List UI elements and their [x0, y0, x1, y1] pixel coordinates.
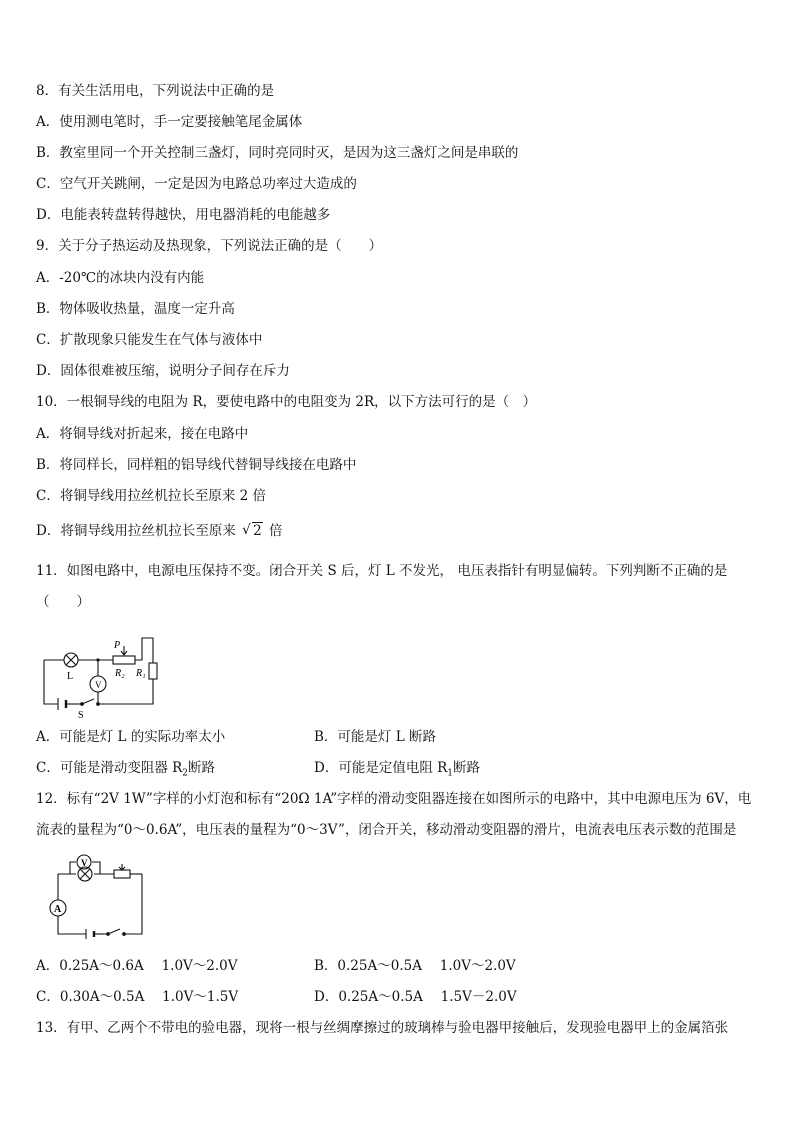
q12-stem-line1: 12．标有“2V 1W”字样的小灯泡和标有“20Ω 1A”字样的滑动变阻器连接在如图所示的电路中，其中电源电压为 6V，电 — [36, 791, 752, 807]
sqrt-symbol — [242, 522, 263, 540]
wire-right — [124, 874, 142, 934]
q11-option-d-suffix: 断路 — [453, 760, 481, 776]
q11-option-b: B．可能是灯 L 断路 — [314, 729, 436, 745]
q10-option-a: A．将铜导线对折起来，接在电路中 — [36, 426, 249, 442]
wire-left-lower — [58, 916, 86, 934]
lamp-cross — [66, 655, 76, 665]
q9-option-b: B．物体吸收热量，温度一定升高 — [36, 301, 235, 317]
q9-option-a: A．-20℃的冰块内没有内能 — [36, 270, 205, 286]
q12-circuit-diagram — [40, 854, 150, 940]
q11-option-c-sub: 2 — [182, 768, 189, 779]
label-a: A — [54, 904, 62, 915]
q9-option-d: D．固体很难被压缩，说明分子间存在斥力 — [36, 363, 290, 379]
label-s: S — [78, 710, 84, 720]
resistor-r1 — [149, 663, 157, 679]
q12-option-a: A．0.25A～0.6A 1.0V～2.0V — [36, 958, 238, 974]
q10-option-d-prefix: D．将铜导线用拉丝机拉长至原来 — [36, 523, 236, 539]
q11-stem-line1: 11．如图电路中，电源电压保持不变。闭合开关 S 后，灯 L 不发光， 电压表指针有明显偏转。下列判断不正确的是 — [36, 563, 728, 579]
q10-stem: 10．一根铜导线的电阻为 R，要使电路中的电阻变为 2R，以下方法可行的是（ ） — [36, 394, 537, 410]
q11-option-d-prefix: D．可能是定值电阻 R — [314, 760, 448, 776]
q11-stem-line2: （ ） — [36, 594, 90, 610]
label-v: V — [95, 680, 102, 690]
junction-node — [96, 658, 99, 661]
rheostat-r2 — [113, 656, 135, 664]
label-l: L — [67, 671, 74, 682]
q8-option-a: A．使用测电笔时，手一定要接触笔尾金属体 — [36, 114, 303, 130]
q8-option-d: D．电能表转盘转得越快，用电器消耗的电能越多 — [36, 207, 331, 223]
wire-voltmeter-right — [92, 862, 100, 874]
label-r1: R₁ — [136, 668, 146, 679]
q8-stem: 8．有关生活用电，下列说法中正确的是 — [36, 83, 275, 99]
lamp-cross — [80, 869, 90, 879]
wire-left — [44, 660, 58, 704]
rheostat-icon — [114, 870, 130, 878]
q11-option-c — [36, 759, 215, 783]
wire-top-right — [135, 638, 153, 663]
q12-option-b: B．0.25A～0.5A 1.0V～2.0V — [314, 958, 516, 974]
q11-option-a: A．可能是灯 L 的实际功率太小 — [36, 729, 226, 745]
q11-option-c-suffix: 断路 — [188, 760, 216, 776]
q8-option-b: B．教室里同一个开关控制三盏灯，同时亮同时灭，是因为这三盏灯之间是串联的 — [36, 145, 519, 161]
label-p: P — [114, 640, 121, 651]
q11-option-c-prefix: C．可能是滑动变阻器 R — [36, 760, 183, 776]
q11-option-d-sub: 1 — [447, 768, 454, 779]
switch-contact-a — [81, 703, 84, 706]
q12-stem-line2: 流表的量程为“0～0.6A”，电压表的量程为“0～3V”，闭合开关，移动滑动变阻器的滑片，电流表电压表示数的范围是 — [36, 822, 737, 838]
q12-option-d: D．0.25A～0.5A 1.5V－2.0V — [314, 989, 517, 1005]
q10-option-d-suffix: 倍 — [269, 523, 283, 539]
q10-option-d — [36, 522, 283, 540]
q10-option-b: B．将同样长，同样粗的铝导线代替铜导线接在电路中 — [36, 457, 357, 473]
q8-option-c: C．空气开关跳闸，一定是因为电路总功率过大造成的 — [36, 176, 357, 192]
wire-right-bottom — [100, 679, 153, 704]
q11-circuit-diagram — [38, 634, 164, 720]
q9-option-c: C．扩散现象只能发生在气体与液体中 — [36, 332, 263, 348]
label-r2: R₂ — [115, 668, 125, 679]
wire-voltmeter-left — [70, 862, 76, 874]
sqrt-radicand: 2 — [253, 523, 262, 539]
q12-option-c: C．0.30A～0.5A 1.0V～1.5V — [36, 989, 239, 1005]
q11-option-d — [314, 759, 480, 783]
q9-stem: 9．关于分子热运动及热现象，下列说法正确的是（ ） — [36, 238, 383, 254]
q10-option-c: C．将铜导线用拉丝机拉长至原来 2 倍 — [36, 488, 267, 504]
label-v: V — [81, 858, 88, 868]
q13-stem-line1: 13．有甲、乙两个不带电的验电器，现将一根与丝绸摩擦过的玻璃棒与验电器甲接触后，发现验电器甲上的金属箔张 — [36, 1020, 729, 1036]
